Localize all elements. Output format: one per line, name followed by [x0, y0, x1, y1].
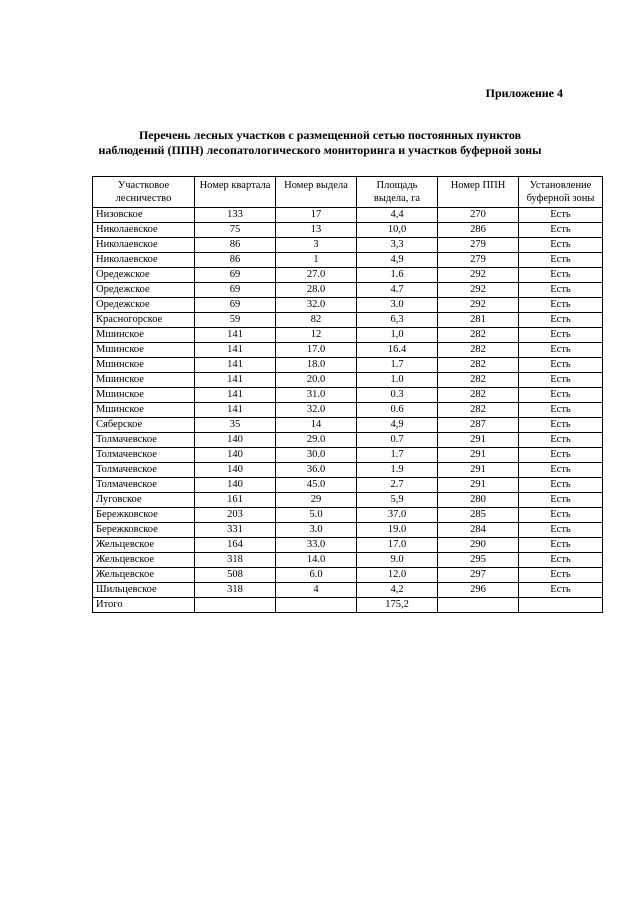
cell-ppn: 280 — [438, 493, 519, 508]
cell-ppn: 281 — [438, 313, 519, 328]
cell-plot: 3.0 — [276, 523, 357, 538]
table-total-row — [93, 598, 603, 613]
cell-plot: 29.0 — [276, 433, 357, 448]
total-label: Итого — [93, 598, 195, 613]
cell-forestry: Жельцевское — [93, 553, 195, 568]
cell-quarter: 164 — [195, 538, 276, 553]
table-row — [93, 538, 603, 553]
cell-ppn: 287 — [438, 418, 519, 433]
table-row — [93, 298, 603, 313]
cell-area: 3,3 — [357, 238, 438, 253]
cell-ppn: 291 — [438, 448, 519, 463]
cell-forestry: Толмачевское — [93, 433, 195, 448]
cell-quarter: 69 — [195, 298, 276, 313]
cell-plot: 5.0 — [276, 508, 357, 523]
cell-ppn: 282 — [438, 403, 519, 418]
cell-forestry: Бережковское — [93, 508, 195, 523]
cell-plot: 12 — [276, 328, 357, 343]
cell-area: 0.3 — [357, 388, 438, 403]
cell-forestry: Николаевское — [93, 223, 195, 238]
cell-buffer: Есть — [519, 343, 603, 358]
table-row — [93, 418, 603, 433]
total-empty-cell — [438, 598, 519, 613]
cell-quarter: 141 — [195, 358, 276, 373]
table-row — [93, 388, 603, 403]
cell-buffer: Есть — [519, 448, 603, 463]
table-row — [93, 358, 603, 373]
cell-forestry: Оредежское — [93, 268, 195, 283]
cell-quarter: 69 — [195, 268, 276, 283]
title-line-2: наблюдений (ППН) лесопатологического мониторинга и участков буферной зоны — [98, 143, 542, 157]
cell-quarter: 140 — [195, 433, 276, 448]
cell-forestry: Мшинское — [93, 343, 195, 358]
cell-area: 1.7 — [357, 448, 438, 463]
cell-ppn: 292 — [438, 298, 519, 313]
cell-buffer: Есть — [519, 253, 603, 268]
cell-area: 9.0 — [357, 553, 438, 568]
cell-ppn: 282 — [438, 343, 519, 358]
cell-area: 4,9 — [357, 253, 438, 268]
table-row — [93, 268, 603, 283]
cell-ppn: 297 — [438, 568, 519, 583]
cell-quarter: 140 — [195, 478, 276, 493]
cell-plot: 4 — [276, 583, 357, 598]
cell-plot: 14 — [276, 418, 357, 433]
cell-plot: 32.0 — [276, 403, 357, 418]
cell-area: 0.7 — [357, 433, 438, 448]
cell-area: 4,2 — [357, 583, 438, 598]
cell-buffer: Есть — [519, 418, 603, 433]
cell-quarter: 161 — [195, 493, 276, 508]
cell-ppn: 270 — [438, 208, 519, 223]
cell-ppn: 282 — [438, 373, 519, 388]
cell-forestry: Жельцевское — [93, 568, 195, 583]
cell-ppn: 291 — [438, 433, 519, 448]
cell-quarter: 86 — [195, 253, 276, 268]
table-row — [93, 313, 603, 328]
cell-plot: 13 — [276, 223, 357, 238]
table-row — [93, 373, 603, 388]
cell-area: 1.0 — [357, 373, 438, 388]
cell-forestry: Мшинское — [93, 388, 195, 403]
table-row — [93, 343, 603, 358]
total-empty-cell — [195, 598, 276, 613]
cell-forestry: Николаевское — [93, 253, 195, 268]
cell-quarter: 141 — [195, 328, 276, 343]
cell-buffer: Есть — [519, 208, 603, 223]
cell-area: 5,9 — [357, 493, 438, 508]
cell-quarter: 508 — [195, 568, 276, 583]
table-row — [93, 478, 603, 493]
cell-buffer: Есть — [519, 283, 603, 298]
cell-forestry: Жельцевское — [93, 538, 195, 553]
cell-ppn: 282 — [438, 388, 519, 403]
table-row — [93, 208, 603, 223]
cell-buffer: Есть — [519, 403, 603, 418]
cell-forestry: Бережковское — [93, 523, 195, 538]
header-buffer: Установление буферной зоны — [519, 177, 603, 208]
cell-plot: 33.0 — [276, 538, 357, 553]
cell-plot: 14.0 — [276, 553, 357, 568]
cell-area: 19.0 — [357, 523, 438, 538]
table-row — [93, 283, 603, 298]
cell-area: 10,0 — [357, 223, 438, 238]
cell-buffer: Есть — [519, 268, 603, 283]
cell-quarter: 318 — [195, 583, 276, 598]
cell-plot: 31.0 — [276, 388, 357, 403]
total-area: 175,2 — [357, 598, 438, 613]
cell-buffer: Есть — [519, 238, 603, 253]
cell-buffer: Есть — [519, 523, 603, 538]
cell-quarter: 141 — [195, 388, 276, 403]
cell-quarter: 203 — [195, 508, 276, 523]
cell-buffer: Есть — [519, 358, 603, 373]
cell-buffer: Есть — [519, 538, 603, 553]
total-empty-cell — [276, 598, 357, 613]
cell-buffer: Есть — [519, 313, 603, 328]
cell-buffer: Есть — [519, 478, 603, 493]
cell-plot: 6.0 — [276, 568, 357, 583]
cell-area: 17.0 — [357, 538, 438, 553]
cell-area: 16.4 — [357, 343, 438, 358]
table-row — [93, 523, 603, 538]
cell-plot: 27.0 — [276, 268, 357, 283]
document-title — [70, 128, 570, 158]
cell-area: 12.0 — [357, 568, 438, 583]
cell-ppn: 290 — [438, 538, 519, 553]
cell-buffer: Есть — [519, 328, 603, 343]
cell-area: 4,4 — [357, 208, 438, 223]
cell-plot: 20.0 — [276, 373, 357, 388]
cell-ppn: 296 — [438, 583, 519, 598]
cell-ppn: 282 — [438, 358, 519, 373]
cell-area: 6,3 — [357, 313, 438, 328]
header-quarter: Номер квартала — [195, 177, 276, 208]
cell-quarter: 140 — [195, 463, 276, 478]
cell-plot: 30.0 — [276, 448, 357, 463]
header-area: Площадь выдела, га — [357, 177, 438, 208]
cell-forestry: Шильцевское — [93, 583, 195, 598]
cell-buffer: Есть — [519, 568, 603, 583]
cell-forestry: Мшинское — [93, 403, 195, 418]
header-ppn: Номер ППН — [438, 177, 519, 208]
cell-forestry: Мшинское — [93, 358, 195, 373]
table-row — [93, 493, 603, 508]
cell-forestry: Оредежское — [93, 283, 195, 298]
cell-ppn: 282 — [438, 328, 519, 343]
cell-buffer: Есть — [519, 388, 603, 403]
cell-quarter: 141 — [195, 373, 276, 388]
cell-ppn: 291 — [438, 463, 519, 478]
cell-ppn: 295 — [438, 553, 519, 568]
table-row — [93, 253, 603, 268]
cell-buffer: Есть — [519, 433, 603, 448]
cell-quarter: 140 — [195, 448, 276, 463]
cell-ppn: 279 — [438, 253, 519, 268]
cell-buffer: Есть — [519, 298, 603, 313]
cell-buffer: Есть — [519, 553, 603, 568]
table-row — [93, 448, 603, 463]
table-row — [93, 583, 603, 598]
cell-ppn: 286 — [438, 223, 519, 238]
cell-area: 1.7 — [357, 358, 438, 373]
table-row — [93, 238, 603, 253]
header-plot: Номер выдела — [276, 177, 357, 208]
cell-buffer: Есть — [519, 508, 603, 523]
header-forestry: Участковое лесничество — [93, 177, 195, 208]
cell-area: 3.0 — [357, 298, 438, 313]
cell-forestry: Толмачевское — [93, 463, 195, 478]
cell-plot: 3 — [276, 238, 357, 253]
cell-area: 4.7 — [357, 283, 438, 298]
cell-ppn: 291 — [438, 478, 519, 493]
cell-forestry: Толмачевское — [93, 448, 195, 463]
appendix-label: Приложение 4 — [485, 86, 563, 100]
cell-buffer: Есть — [519, 373, 603, 388]
cell-ppn: 284 — [438, 523, 519, 538]
cell-area: 1.6 — [357, 268, 438, 283]
cell-forestry: Толмачевское — [93, 478, 195, 493]
table-row — [93, 328, 603, 343]
cell-buffer: Есть — [519, 223, 603, 238]
cell-quarter: 133 — [195, 208, 276, 223]
cell-plot: 36.0 — [276, 463, 357, 478]
cell-ppn: 292 — [438, 268, 519, 283]
cell-forestry: Мшинское — [93, 373, 195, 388]
table-row — [93, 223, 603, 238]
table-row — [93, 508, 603, 523]
cell-quarter: 69 — [195, 283, 276, 298]
cell-area: 1.9 — [357, 463, 438, 478]
cell-quarter: 35 — [195, 418, 276, 433]
cell-plot: 17.0 — [276, 343, 357, 358]
cell-forestry: Мшинское — [93, 328, 195, 343]
cell-plot: 82 — [276, 313, 357, 328]
cell-forestry: Сяберское — [93, 418, 195, 433]
cell-plot: 17 — [276, 208, 357, 223]
cell-area: 0.6 — [357, 403, 438, 418]
cell-plot: 32.0 — [276, 298, 357, 313]
cell-area: 37.0 — [357, 508, 438, 523]
cell-forestry: Луговское — [93, 493, 195, 508]
cell-forestry: Низовское — [93, 208, 195, 223]
cell-ppn: 279 — [438, 238, 519, 253]
table-row — [93, 553, 603, 568]
table-row — [93, 403, 603, 418]
cell-buffer: Есть — [519, 493, 603, 508]
cell-area: 2.7 — [357, 478, 438, 493]
cell-plot: 45.0 — [276, 478, 357, 493]
cell-ppn: 285 — [438, 508, 519, 523]
cell-forestry: Оредежское — [93, 298, 195, 313]
cell-area: 1,0 — [357, 328, 438, 343]
cell-plot: 28.0 — [276, 283, 357, 298]
cell-quarter: 75 — [195, 223, 276, 238]
cell-plot: 1 — [276, 253, 357, 268]
forest-plots-table — [92, 176, 603, 613]
cell-buffer: Есть — [519, 463, 603, 478]
cell-forestry: Николаевское — [93, 238, 195, 253]
table-header-row — [93, 177, 603, 208]
cell-ppn: 292 — [438, 283, 519, 298]
cell-area: 4,9 — [357, 418, 438, 433]
cell-quarter: 86 — [195, 238, 276, 253]
table-body — [93, 208, 603, 613]
cell-quarter: 318 — [195, 553, 276, 568]
cell-quarter: 141 — [195, 403, 276, 418]
cell-quarter: 59 — [195, 313, 276, 328]
cell-plot: 29 — [276, 493, 357, 508]
cell-plot: 18.0 — [276, 358, 357, 373]
table-row — [93, 433, 603, 448]
cell-quarter: 331 — [195, 523, 276, 538]
title-line-1: Перечень лесных участков с размещенной сетью постоянных пунктов — [138, 128, 522, 142]
cell-forestry: Красногорское — [93, 313, 195, 328]
cell-buffer: Есть — [519, 583, 603, 598]
table-row — [93, 568, 603, 583]
table-row — [93, 463, 603, 478]
total-empty-cell — [519, 598, 603, 613]
cell-quarter: 141 — [195, 343, 276, 358]
